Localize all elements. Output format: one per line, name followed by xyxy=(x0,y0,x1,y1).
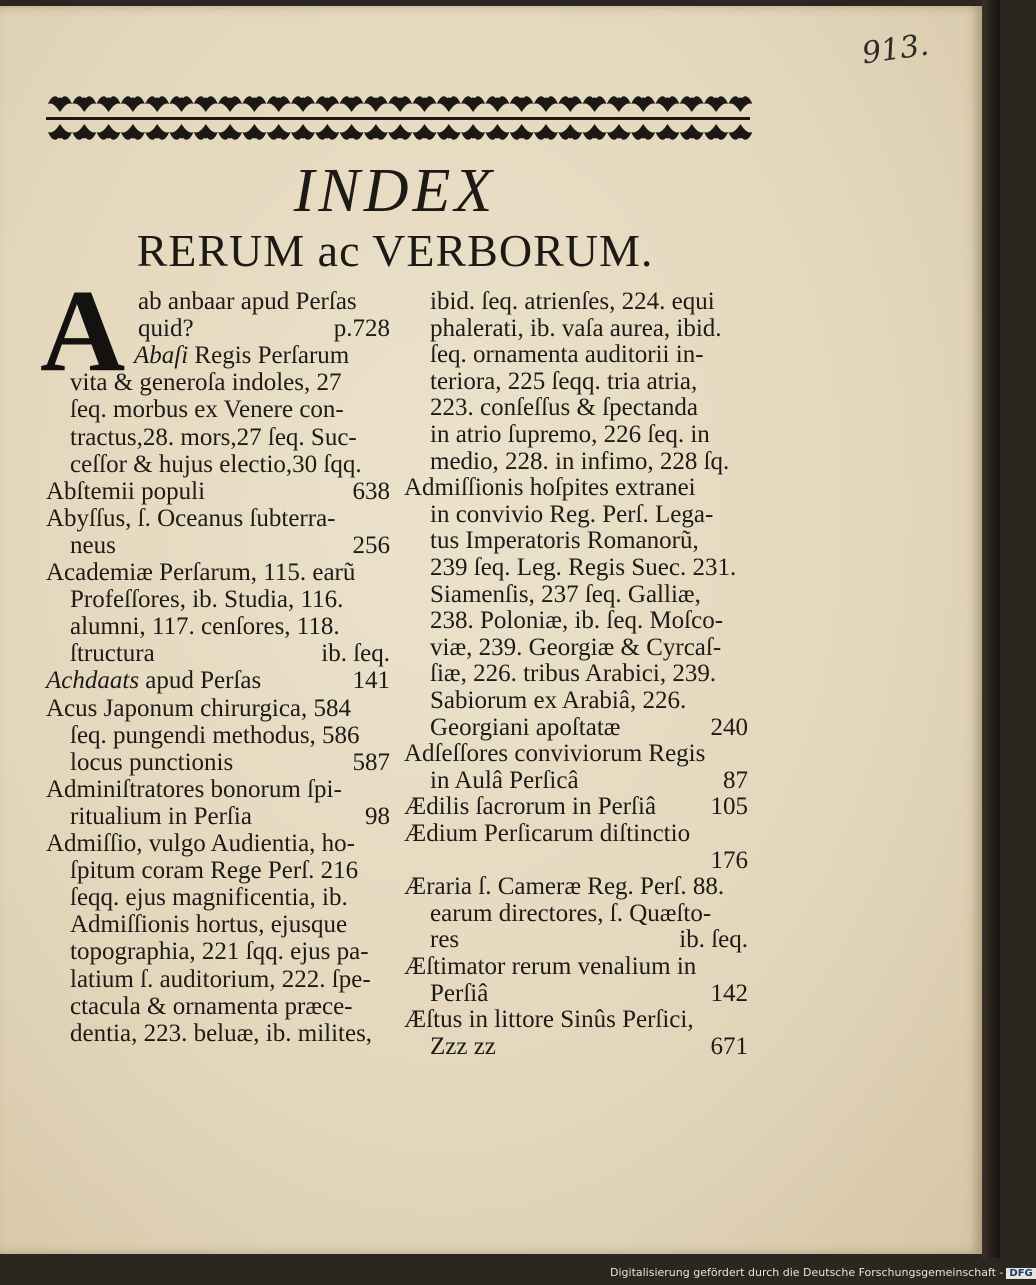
entry-page-number: 87 xyxy=(723,766,748,794)
entry-page-number: 587 xyxy=(352,748,390,776)
index-entry-line xyxy=(430,421,748,449)
book-edge-shadow xyxy=(982,0,1000,1258)
digitization-footer xyxy=(610,1266,1036,1279)
entry-text: ſeqq. ejus magnificentia, ib. xyxy=(70,884,348,912)
entry-text: Profeſſores, ib. Studia, 116. xyxy=(70,586,344,614)
index-column-right xyxy=(404,288,748,1108)
entry-text: tus Imperatoris Romanorũ, xyxy=(430,527,699,555)
entry-text: latium ſ. auditorium, 222. ſpe- xyxy=(70,965,371,993)
index-entry-line xyxy=(430,980,748,1008)
index-entry-line xyxy=(70,803,390,831)
entry-page-number: 256 xyxy=(352,531,390,559)
index-entry-line xyxy=(46,776,390,804)
index-entry-line xyxy=(70,424,390,452)
index-entry-line xyxy=(46,505,390,533)
dfg-logo: DFG xyxy=(1006,1268,1035,1279)
entry-page-number: p.728 xyxy=(333,315,390,343)
index-entry-line xyxy=(138,288,390,316)
index-entry-line xyxy=(430,634,748,662)
entry-text: Academiæ Perſarum, 115. earũ xyxy=(46,559,356,586)
entry-text: 239 ſeq. Leg. Regis Suec. 231. xyxy=(430,554,737,581)
entry-page-number: 141 xyxy=(352,667,390,695)
entry-page-number: ib. ſeq. xyxy=(321,640,390,668)
entry-text: Georgiani apoſtatæ xyxy=(430,713,621,741)
index-entry-line xyxy=(70,1020,390,1048)
entry-text: quid? xyxy=(138,315,194,343)
entry-text: Admiſſionis hortus, ejusque xyxy=(70,911,348,939)
entry-page-number: 176 xyxy=(710,846,748,874)
index-entry-line xyxy=(430,581,748,609)
entry-text: 238. Poloniæ, ib. ſeq. Moſco- xyxy=(430,607,724,635)
entry-text: phalerati, ib. vaſa aurea, ibid. xyxy=(430,314,722,342)
index-column-left xyxy=(46,288,390,1078)
entry-text: ſpitum coram Rege Perſ. 216 xyxy=(70,857,359,885)
index-entry-line xyxy=(430,394,748,422)
index-entry-line xyxy=(430,687,748,715)
index-entry-line xyxy=(430,527,748,555)
entry-text: Ædilis ſacrorum in Perſiâ xyxy=(404,793,657,821)
index-entry-line xyxy=(404,873,748,901)
index-entry-line xyxy=(404,820,748,848)
index-entry-line xyxy=(430,660,748,688)
index-entry-line xyxy=(46,830,390,858)
entry-page-number: ib. ſeq. xyxy=(679,926,748,954)
index-entry-line xyxy=(70,749,390,777)
decorative-ornament-band xyxy=(44,90,752,148)
entry-text: viæ, 239. Georgiæ & Cyrcaſ- xyxy=(430,633,722,661)
index-entry-line xyxy=(70,640,390,668)
drop-cap-letter: A xyxy=(40,265,126,396)
index-entry-line xyxy=(430,1033,748,1061)
index-entry-line xyxy=(404,474,748,502)
index-entry-line xyxy=(138,315,390,343)
index-title: INDEX xyxy=(293,157,497,225)
entry-text: Sabiorum ex Arabiâ, 226. xyxy=(430,687,687,714)
entry-text: ritualium in Perſia xyxy=(70,802,252,830)
index-entry-line xyxy=(430,554,748,582)
index-entry-line xyxy=(70,857,390,885)
index-entry-line xyxy=(46,667,390,695)
entry-page-number: 671 xyxy=(710,1032,748,1060)
entry-text: in Aulâ Perſicâ xyxy=(430,766,579,794)
index-entry-line xyxy=(70,451,390,479)
entry-text: vita & generoſa indoles, 27 xyxy=(70,369,342,397)
entry-page-number: 142 xyxy=(710,979,748,1007)
entry-page-number: 240 xyxy=(710,713,748,741)
entry-text: Admiſſio, vulgo Audientia, ho- xyxy=(46,830,356,857)
entry-text: Acus Japonum chirurgica, 584 xyxy=(46,694,352,722)
entry-text: Ædium Perſicarum diſtinctio xyxy=(404,820,691,847)
entry-page-number: 105 xyxy=(710,793,748,821)
entry-text: alumni, 117. cenſores, 118. xyxy=(70,613,340,641)
index-entry-line xyxy=(430,368,748,396)
entry-text xyxy=(134,342,349,370)
entry-text: ab anbaar apud Perſas xyxy=(138,288,357,315)
entry-text: topographia, 221 ſqq. ejus pa- xyxy=(70,938,369,966)
entry-text: ſeq. morbus ex Venere con- xyxy=(70,396,344,424)
index-entry-line xyxy=(430,341,748,369)
entry-text: dentia, 223. beluæ, ib. milites, xyxy=(70,1019,373,1047)
entry-text: ceſſor & hujus electio,30 ſqq. xyxy=(70,450,362,478)
index-entry-line xyxy=(404,793,748,821)
index-entry-line xyxy=(430,900,748,928)
entry-text-rest: apud Perſas xyxy=(139,667,262,695)
index-entry-line xyxy=(404,740,748,768)
index-entry-line xyxy=(430,607,748,635)
entry-text: Zzz zz xyxy=(430,1032,496,1060)
entry-text: ſiæ, 226. tribus Arabici, 239. xyxy=(430,660,717,688)
index-entry-line xyxy=(430,767,748,795)
footer-text: Digitalisierung gefördert durch die Deutsche Forschungsgemeinschaft - xyxy=(610,1266,1004,1279)
index-entry-line xyxy=(70,884,390,912)
index-entry-line xyxy=(70,396,390,424)
entry-text: Adminiſtratores bonorum ſpi- xyxy=(46,775,342,803)
index-entry-line xyxy=(430,448,748,476)
entry-text: medio, 228. in infimo, 228 ſq. xyxy=(430,447,730,475)
index-entry-line xyxy=(70,369,390,397)
folio-number: 913. xyxy=(859,27,931,72)
index-entry-line xyxy=(430,714,748,742)
entry-page-number: 638 xyxy=(352,477,390,505)
entry-italic-term: Achdaats xyxy=(46,667,140,695)
index-entry-line xyxy=(134,342,390,370)
entry-text: locus punctionis xyxy=(70,748,234,776)
entry-text: ſeq. ornamenta auditorii in- xyxy=(430,341,704,369)
entry-text: Abyſſus, ſ. Oceanus ſubterra- xyxy=(46,504,336,532)
entry-text-rest: Regis Perſarum xyxy=(188,342,350,370)
entry-text: neus xyxy=(70,531,116,559)
entry-text: in convivio Reg. Perſ. Lega- xyxy=(430,500,714,528)
index-entry-line xyxy=(430,315,748,343)
index-entry-line xyxy=(70,911,390,939)
index-entry-line xyxy=(430,926,748,954)
index-entry-line xyxy=(430,847,748,875)
index-entry-line xyxy=(70,613,390,641)
index-entry-line xyxy=(70,966,390,994)
index-entry-line xyxy=(430,288,748,316)
entry-text: Perſiâ xyxy=(430,979,489,1007)
entry-text: ſtructura xyxy=(70,640,155,668)
index-entry-line xyxy=(70,532,390,560)
entry-text: tractus,28. mors,27 ſeq. Suc- xyxy=(70,423,357,451)
index-entry-line xyxy=(46,478,390,506)
index-entry-line xyxy=(70,722,390,750)
entry-page-number: 98 xyxy=(365,802,390,830)
entry-text: Æraria ſ. Cameræ Reg. Perſ. 88. xyxy=(404,873,725,901)
entry-text: teriora, 225 ſeqq. tria atria, xyxy=(430,367,698,395)
entry-text: Abſtemii populi xyxy=(46,477,206,505)
entry-text: Admiſſionis hoſpites extranei xyxy=(404,474,696,502)
index-entry-line xyxy=(46,695,390,723)
entry-text: ſeq. pungendi methodus, 586 xyxy=(70,721,360,749)
entry-text: Adſeſſores conviviorum Regis xyxy=(404,740,706,768)
book-page xyxy=(0,6,982,1254)
entry-text: Siamenſis, 237 ſeq. Galliæ, xyxy=(430,580,701,608)
entry-text: in atrio ſupremo, 226 ſeq. in xyxy=(430,421,710,448)
index-entry-line xyxy=(404,953,748,981)
entry-text: ctacula & ornamenta præce- xyxy=(70,992,353,1020)
index-subtitle: RERUM ac VERBORUM. xyxy=(136,225,654,276)
index-entry-line xyxy=(46,559,390,587)
entry-text: Æſtimator rerum venalium in xyxy=(404,953,697,980)
entry-text: res xyxy=(430,926,460,954)
index-entry-line xyxy=(404,1006,748,1034)
index-entry-line xyxy=(70,993,390,1021)
index-entry-line xyxy=(430,501,748,529)
entry-italic-term: Abaſi xyxy=(134,342,189,370)
entry-text xyxy=(46,667,261,695)
entry-text: 223. conſeſſus & ſpectanda xyxy=(430,394,698,422)
entry-text: earum directores, ſ. Quæſto- xyxy=(430,899,712,927)
entry-text: Æſtus in littore Sinûs Perſici, xyxy=(404,1006,694,1034)
entry-text: ibid. ſeq. atrienſes, 224. equi xyxy=(430,288,715,315)
index-entry-line xyxy=(70,586,390,614)
index-entry-line xyxy=(70,938,390,966)
